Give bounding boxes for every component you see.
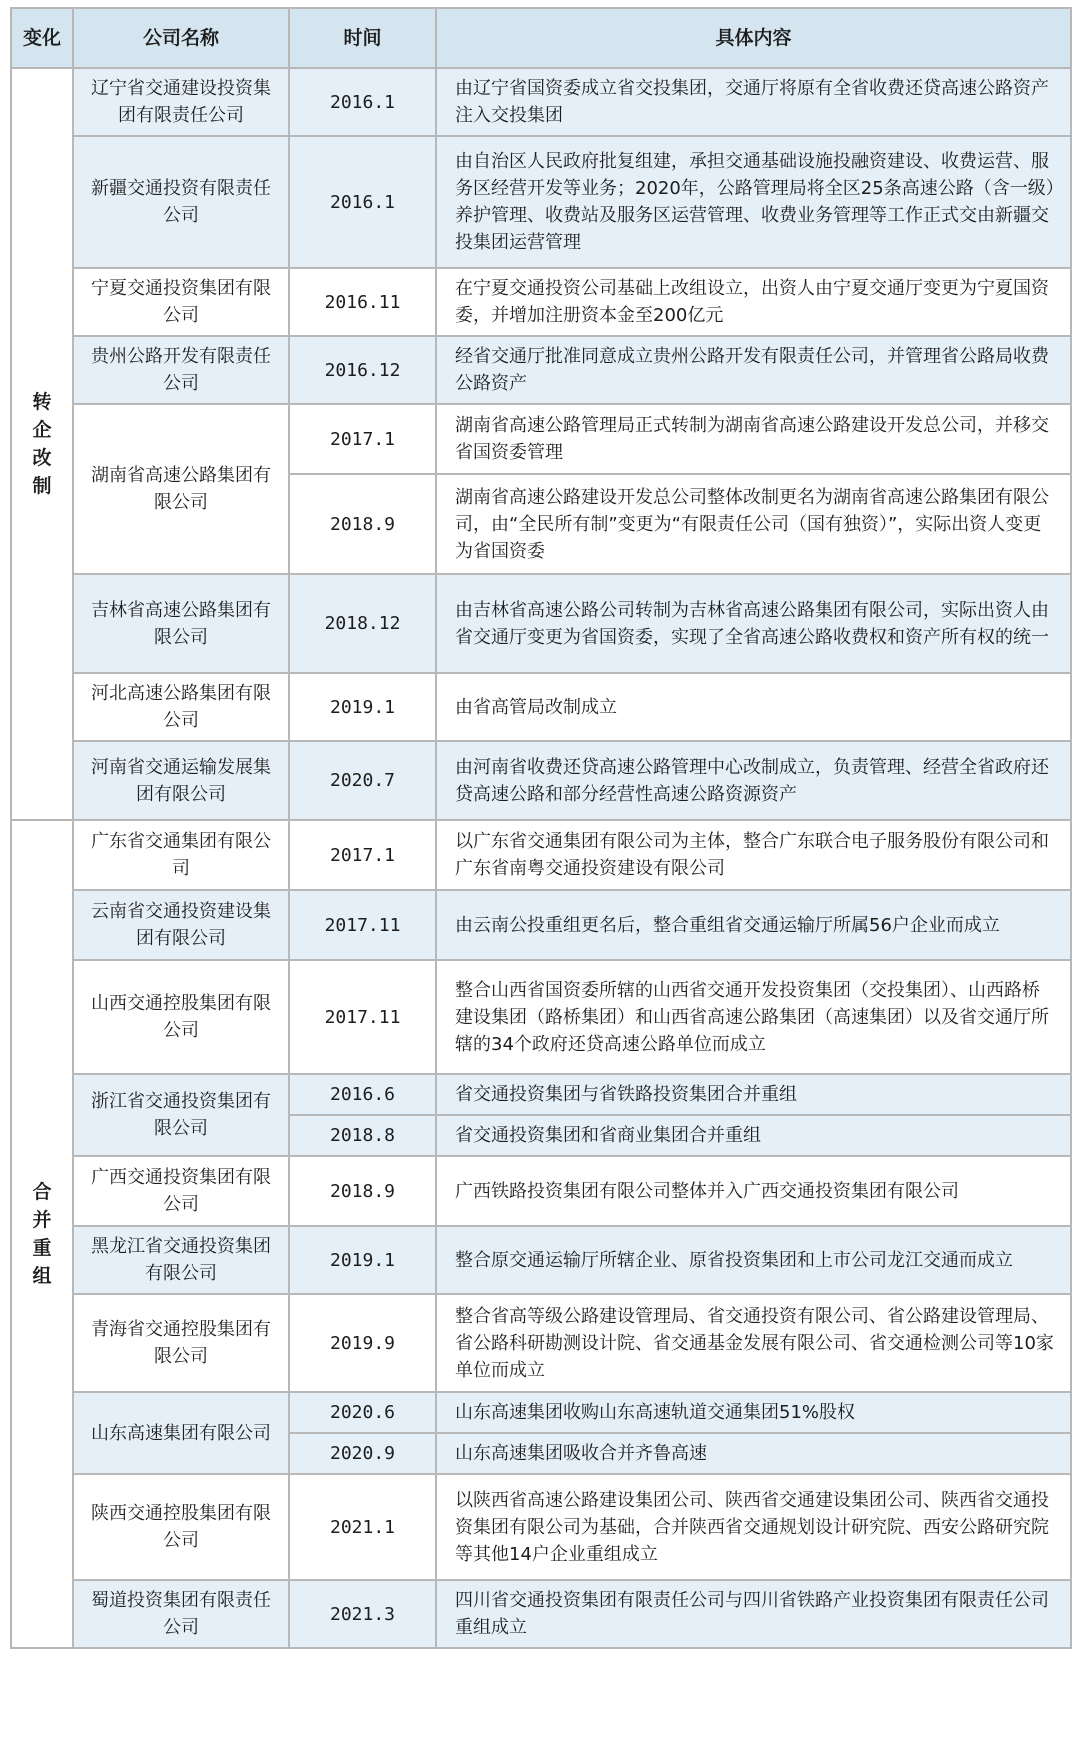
company-name: 蜀道投资集团有限责任公司 xyxy=(73,1580,289,1648)
table-row xyxy=(11,1474,1071,1580)
event-time: 2021.3 xyxy=(289,1580,436,1648)
company-name: 青海省交通控股集团有限公司 xyxy=(73,1294,289,1392)
category-label: 合并重组 xyxy=(32,1181,52,1287)
event-time: 2016.1 xyxy=(289,68,436,136)
company-name: 新疆交通投资有限责任公司 xyxy=(73,136,289,268)
event-time: 2016.12 xyxy=(289,336,436,404)
event-content: 由河南省收费还贷高速公路管理中心改制成立，负责管理、经营全省政府还贷高速公路和部分经营性高速公路资源资产 xyxy=(436,741,1071,820)
category-label: 转企改制 xyxy=(32,391,52,497)
company-name: 湖南省高速公路集团有限公司 xyxy=(73,404,289,574)
company-name: 吉林省高速公路集团有限公司 xyxy=(73,574,289,673)
company-name: 贵州公路开发有限责任公司 xyxy=(73,336,289,404)
event-content: 省交通投资集团和省商业集团合并重组 xyxy=(436,1115,1071,1156)
table-row xyxy=(11,960,1071,1074)
event-content: 由辽宁省国资委成立省交投集团，交通厅将原有全省收费还贷高速公路资产注入交投集团 xyxy=(436,68,1071,136)
table-row xyxy=(11,890,1071,960)
event-time: 2018.12 xyxy=(289,574,436,673)
event-content: 由省高管局改制成立 xyxy=(436,673,1071,741)
table-row xyxy=(11,574,1071,673)
event-content: 整合山西省国资委所辖的山西省交通开发投资集团（交投集团）、山西路桥建设集团（路桥集团）和山西省高速公路集团（高速集团）以及省交通厅所辖的34个政府还贷高速公路单位而成立 xyxy=(436,960,1071,1074)
event-content: 由云南公投重组更名后，整合重组省交通运输厅所属56户企业而成立 xyxy=(436,890,1071,960)
event-content: 广西铁路投资集团有限公司整体并入广西交通投资集团有限公司 xyxy=(436,1156,1071,1226)
company-name: 浙江省交通投资集团有限公司 xyxy=(73,1074,289,1156)
company-name: 辽宁省交通建设投资集团有限责任公司 xyxy=(73,68,289,136)
event-time: 2019.1 xyxy=(289,673,436,741)
table-row xyxy=(11,68,1071,136)
table-row xyxy=(11,1156,1071,1226)
event-time: 2018.9 xyxy=(289,1156,436,1226)
event-content: 由吉林省高速公路公司转制为吉林省高速公路集团有限公司，实际出资人由省交通厅变更为省国资委，实现了全省高速公路收费权和资产所有权的统一 xyxy=(436,574,1071,673)
table-row xyxy=(11,136,1071,268)
event-time: 2016.1 xyxy=(289,136,436,268)
category-cell xyxy=(11,820,73,1648)
company-name: 宁夏交通投资集团有限公司 xyxy=(73,268,289,336)
event-content: 整合省高等级公路建设管理局、省交通投资有限公司、省公路建设管理局、省公路科研勘测设计院、省交通基金发展有限公司、省交通检测公司等10家单位而成立 xyxy=(436,1294,1071,1392)
table-row xyxy=(11,1074,1071,1115)
table-row xyxy=(11,268,1071,336)
event-content: 整合原交通运输厅所辖企业、原省投资集团和上市公司龙江交通而成立 xyxy=(436,1226,1071,1294)
event-content: 山东高速集团吸收合并齐鲁高速 xyxy=(436,1433,1071,1474)
event-time: 2017.11 xyxy=(289,960,436,1074)
table-row xyxy=(11,336,1071,404)
table-row xyxy=(11,741,1071,820)
event-content: 以广东省交通集团有限公司为主体，整合广东联合电子服务股份有限公司和广东省南粤交通投资建设有限公司 xyxy=(436,820,1071,890)
event-time: 2019.9 xyxy=(289,1294,436,1392)
company-name: 山东高速集团有限公司 xyxy=(73,1392,289,1474)
header-row xyxy=(11,8,1071,68)
table-row xyxy=(11,1392,1071,1433)
company-name: 黑龙江省交通投资集团有限公司 xyxy=(73,1226,289,1294)
event-content: 由自治区人民政府批复组建，承担交通基础设施投融资建设、收费运营、服务区经营开发等业务；2020年，公路管理局将全区25条高速公路（含一级）养护管理、收费站及服务区运营管理、收费业务管理等工作正式交由新疆交投集团运营管理 xyxy=(436,136,1071,268)
event-content: 四川省交通投资集团有限责任公司与四川省铁路产业投资集团有限责任公司重组成立 xyxy=(436,1580,1071,1648)
event-content: 省交通投资集团与省铁路投资集团合并重组 xyxy=(436,1074,1071,1115)
company-name: 云南省交通投资建设集团有限公司 xyxy=(73,890,289,960)
event-time: 2020.6 xyxy=(289,1392,436,1433)
event-time: 2017.11 xyxy=(289,890,436,960)
event-content: 在宁夏交通投资公司基础上改组设立，出资人由宁夏交通厅变更为宁夏国资委，并增加注册资本金至200亿元 xyxy=(436,268,1071,336)
event-time: 2019.1 xyxy=(289,1226,436,1294)
event-content: 经省交通厅批准同意成立贵州公路开发有限责任公司，并管理省公路局收费公路资产 xyxy=(436,336,1071,404)
event-time: 2017.1 xyxy=(289,820,436,890)
company-name: 广西交通投资集团有限公司 xyxy=(73,1156,289,1226)
event-content: 以陕西省高速公路建设集团公司、陕西省交通建设集团公司、陕西省交通投资集团有限公司为基础，合并陕西省交通规划设计研究院、西安公路研究院等其他14户企业重组成立 xyxy=(436,1474,1071,1580)
table-row xyxy=(11,673,1071,741)
table-row xyxy=(11,1294,1071,1392)
table-row xyxy=(11,820,1071,890)
category-cell xyxy=(11,68,73,820)
company-name: 广东省交通集团有限公司 xyxy=(73,820,289,890)
event-time: 2018.9 xyxy=(289,474,436,574)
header-content: 具体内容 xyxy=(436,8,1071,68)
event-time: 2016.6 xyxy=(289,1074,436,1115)
event-time: 2020.9 xyxy=(289,1433,436,1474)
header-company-name: 公司名称 xyxy=(73,8,289,68)
event-time: 2017.1 xyxy=(289,404,436,474)
table-row xyxy=(11,1226,1071,1294)
header-time: 时间 xyxy=(289,8,436,68)
company-name: 河南省交通运输发展集团有限公司 xyxy=(73,741,289,820)
event-time: 2016.11 xyxy=(289,268,436,336)
event-time: 2020.7 xyxy=(289,741,436,820)
event-time: 2018.8 xyxy=(289,1115,436,1156)
company-name: 陕西交通控股集团有限公司 xyxy=(73,1474,289,1580)
reform-table xyxy=(10,7,1072,1649)
header-change: 变化 xyxy=(11,8,73,68)
table-row xyxy=(11,1580,1071,1648)
company-name: 山西交通控股集团有限公司 xyxy=(73,960,289,1074)
event-content: 山东高速集团收购山东高速轨道交通集团51%股权 xyxy=(436,1392,1071,1433)
event-time: 2021.1 xyxy=(289,1474,436,1580)
company-name: 河北高速公路集团有限公司 xyxy=(73,673,289,741)
event-content: 湖南省高速公路建设开发总公司整体改制更名为湖南省高速公路集团有限公司，由“全民所有制”变更为“有限责任公司（国有独资）”，实际出资人变更为省国资委 xyxy=(436,474,1071,574)
event-content: 湖南省高速公路管理局正式转制为湖南省高速公路建设开发总公司，并移交省国资委管理 xyxy=(436,404,1071,474)
table-row xyxy=(11,404,1071,474)
reform-table-container xyxy=(10,7,1070,1649)
